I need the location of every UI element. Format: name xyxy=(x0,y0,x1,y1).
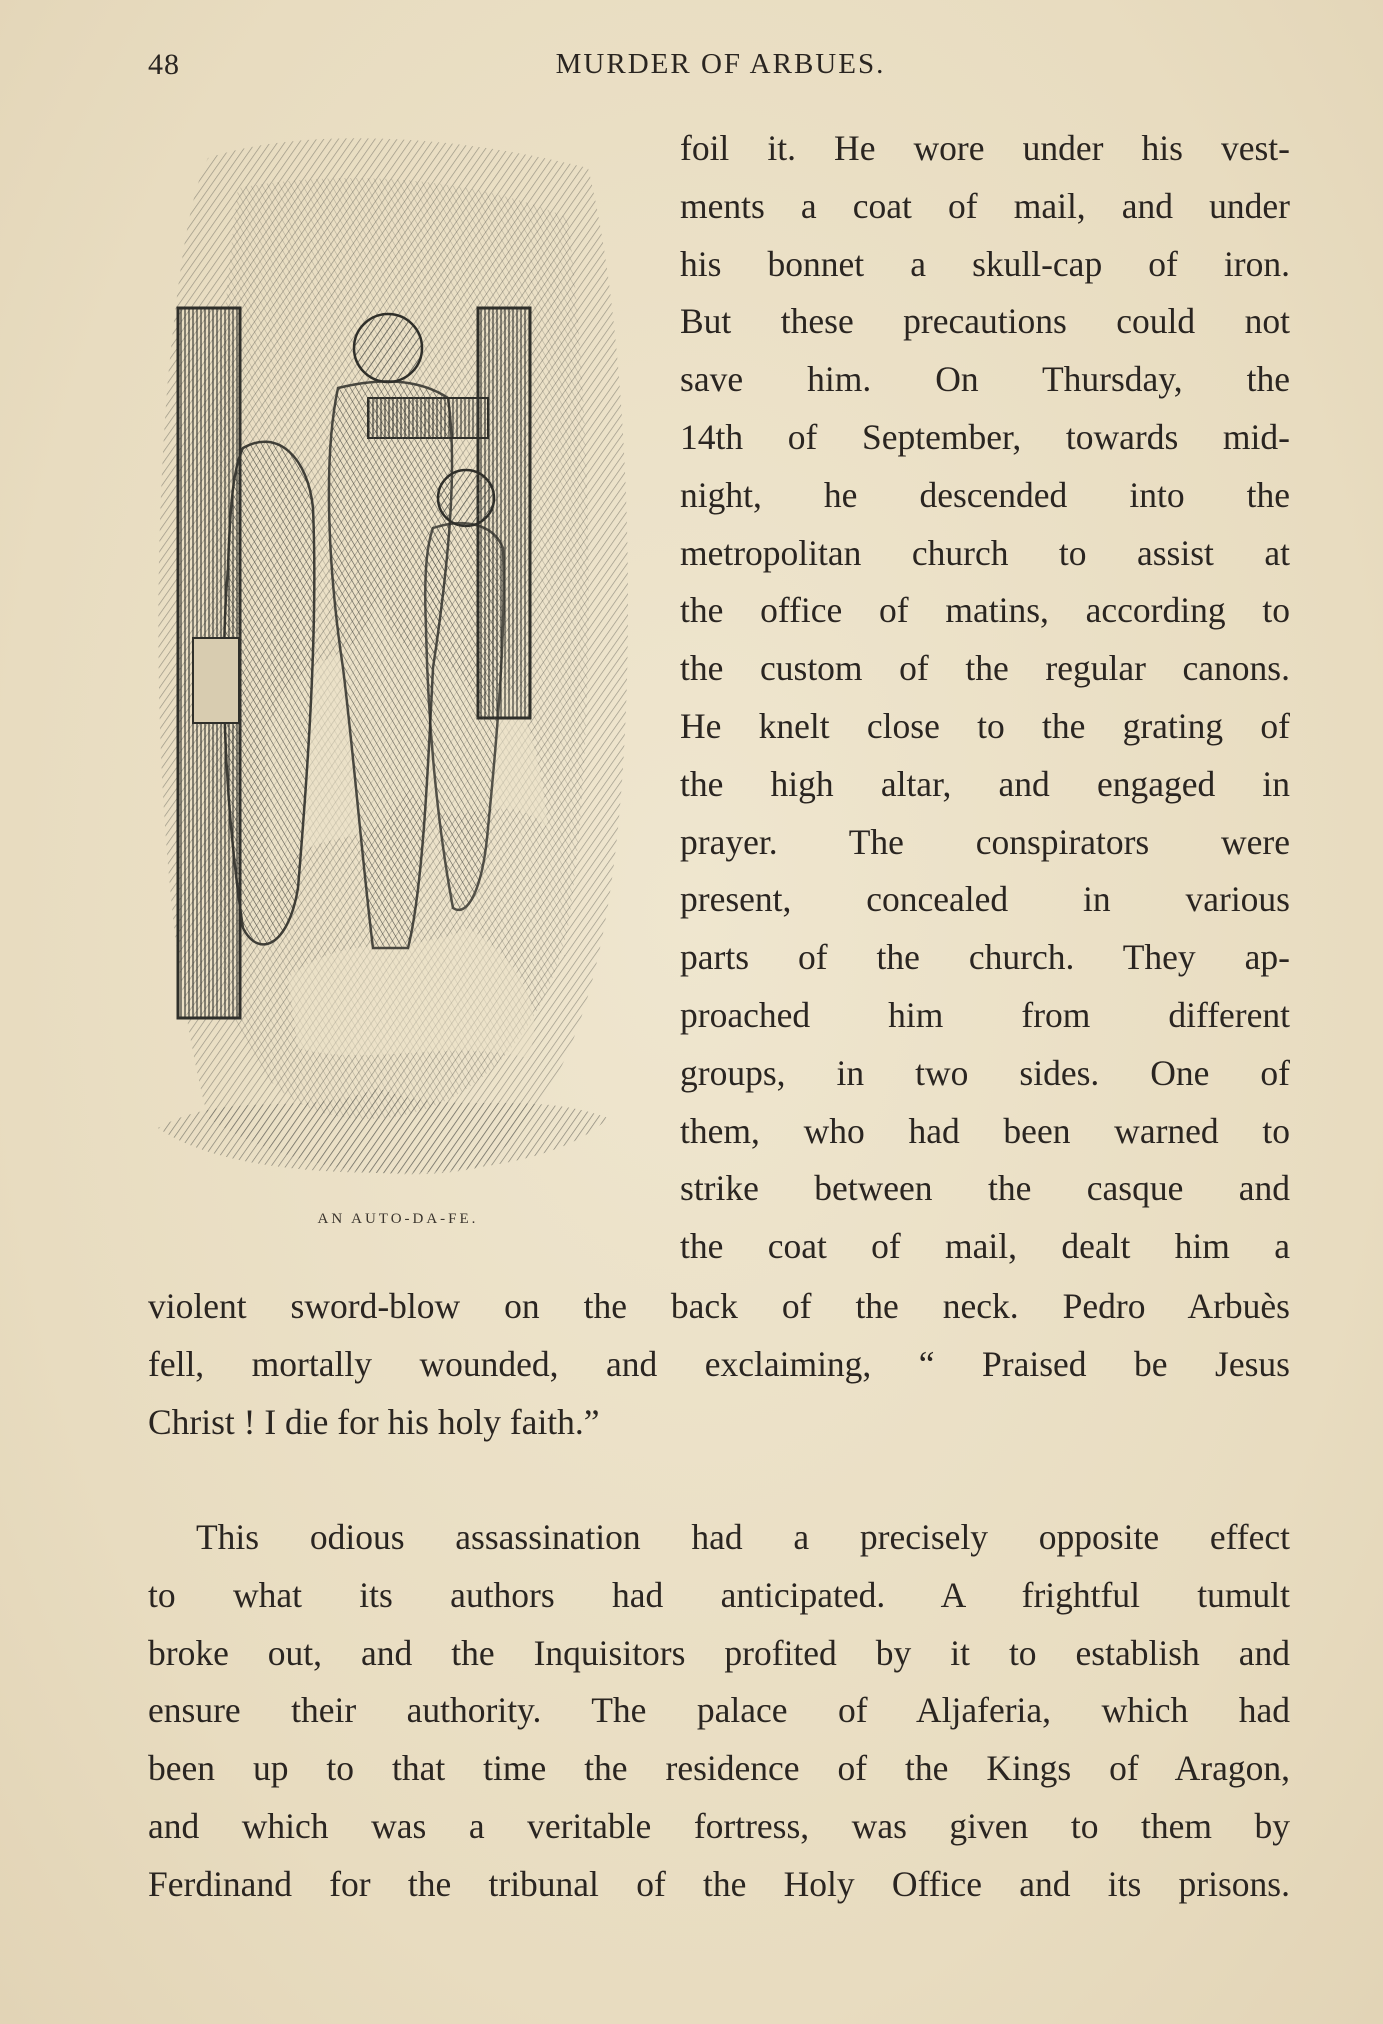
text-line: broke out, and the Inquisitors profited by it to establish and xyxy=(148,1632,1290,1673)
text-line: He knelt close to the grating of xyxy=(680,705,1290,746)
paragraph-2 xyxy=(148,1509,1290,1914)
text-line: night, he descended into the xyxy=(680,474,1290,515)
text-line: save him. On Thursday, the xyxy=(680,359,1290,400)
paragraph-1-continued xyxy=(148,1278,1290,1451)
text-line: and which was a veritable fortress, was given to them by xyxy=(148,1805,1290,1846)
text-line: proached him from different xyxy=(680,994,1290,1035)
text-line: But these precautions could not xyxy=(680,301,1290,342)
text-line: the office of matins, according to xyxy=(680,590,1290,631)
figure-caption: AN AUTO-DA-FE. xyxy=(317,1211,479,1227)
paragraph-1-wrapped xyxy=(680,120,1290,1276)
text-line: parts of the church. They ap- xyxy=(680,937,1290,978)
text-line: the custom of the regular canons. xyxy=(680,648,1290,689)
running-head xyxy=(148,48,1293,88)
text-line: 14th of September, towards mid- xyxy=(680,416,1290,457)
running-title: MURDER OF ARBUES. xyxy=(555,48,886,80)
text-line: ensure their authority. The palace of Aljaferia, which had xyxy=(148,1690,1290,1731)
text-line: prayer. The conspirators were xyxy=(680,821,1290,862)
text-line: violent sword-blow on the back of the neck. Pedro Arbuès xyxy=(148,1286,1290,1326)
engraving-image xyxy=(148,128,648,1188)
text-line: his bonnet a skull-cap of iron. xyxy=(680,243,1290,284)
text-line: present, concealed in various xyxy=(680,879,1290,920)
text-line: them, who had been warned to xyxy=(680,1110,1290,1151)
text-line: ments a coat of mail, and under xyxy=(680,185,1290,226)
text-line: groups, in two sides. One of xyxy=(680,1052,1290,1093)
text-line: strike between the casque and xyxy=(680,1168,1290,1209)
page-number: 48 xyxy=(148,48,180,81)
text-line: been up to that time the residence of the Kings of Aragon, xyxy=(148,1748,1290,1789)
text-line: foil it. He wore under his vest- xyxy=(680,128,1290,168)
text-line: Christ ! I die for his holy faith.” xyxy=(148,1401,600,1442)
illustration-auto-da-fe xyxy=(148,128,648,1258)
text-line: Ferdinand for the tribunal of the Holy Office and its prisons. xyxy=(148,1863,1290,1904)
text-line: to what its authors had anticipated. A frightful tumult xyxy=(148,1574,1290,1615)
text-line: metropolitan church to assist at xyxy=(680,532,1290,573)
text-line: the high altar, and engaged in xyxy=(680,763,1290,804)
text-line: This odious assassination had a precisely opposite effect xyxy=(196,1517,1290,1557)
text-line: the coat of mail, dealt him a xyxy=(680,1226,1290,1267)
text-line: fell, mortally wounded, and exclaiming, “ Praised be Jesus xyxy=(148,1343,1290,1384)
